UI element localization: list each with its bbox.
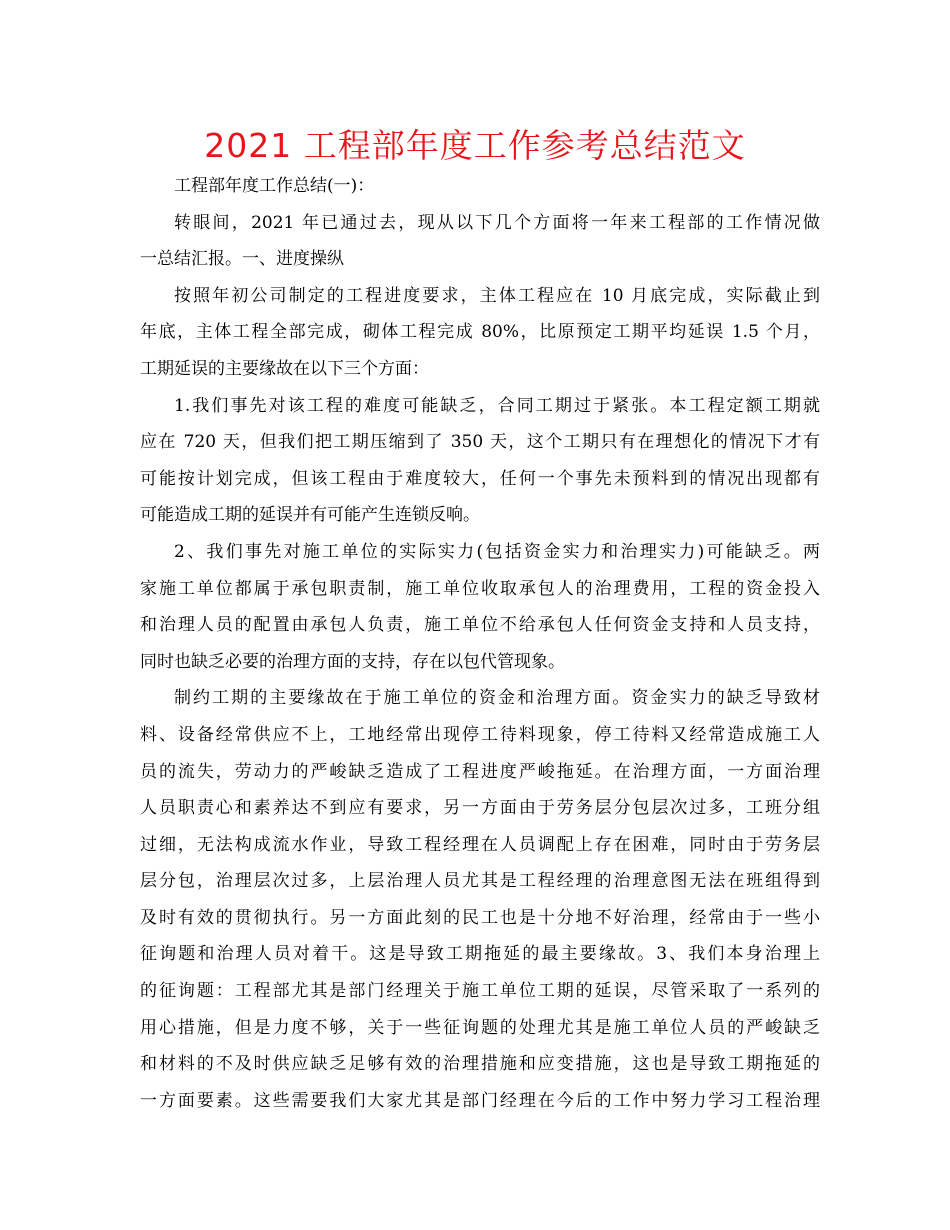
paragraph-line: 2、我们事先对施工单位的实际实力(包括资金实力和治理实力)可能缺乏。两 [174, 541, 820, 562]
paragraph-line: 和治理人员的配置由承包人负责，施工单位不给承包人任何资金支持和人员支持， [140, 615, 820, 636]
paragraph-line: 层分包，治理层次过多，上层治理人员尤其是工程经理的治理意图无法在班组得到 [140, 871, 820, 892]
paragraph-line: 一方面要素。这些需要我们大家尤其是部门经理在今后的工作中努力学习工程治理 [140, 1090, 820, 1111]
paragraph-line: 应在 720 天，但我们把工期压缩到了 350 天，这个工期只有在理想化的情况下才有 [140, 432, 820, 453]
paragraph-line: 转眼间，2021 年已通过去，现从以下几个方面将一年来工程部的工作情况做 [174, 212, 820, 233]
paragraph-line: 的征询题：工程部尤其是部门经理关于施工单位工期的延误，尽管采取了一系列的 [140, 981, 820, 1002]
paragraph-line: 按照年初公司制定的工程进度要求，主体工程应在 10 月底完成，实际截止到 [174, 285, 820, 306]
paragraph-line: 1.我们事先对该工程的难度可能缺乏，合同工期过于紧张。本工程定额工期就 [174, 395, 820, 416]
paragraph-line: 过细，无法构成流水作业，导致工程经理在人员调配上存在困难，同时由于劳务层 [140, 834, 820, 855]
paragraph-line: 料、设备经常供应不上，工地经常出现停工待料现象，停工待料又经常造成施工人 [140, 724, 820, 745]
document-body [140, 168, 820, 1119]
section-heading: 工程部年度工作总结(一)： [174, 176, 375, 196]
paragraph-line: 可能造成工期的延误并有可能产生连锁反响。 [140, 505, 480, 526]
paragraph-line: 可能按计划完成，但该工程由于难度较大，任何一个事先未预料到的情况出现都有 [140, 468, 820, 489]
paragraph-line: 家施工单位都属于承包职责制，施工单位收取承包人的治理费用，工程的资金投入 [140, 578, 820, 599]
paragraph-line: 员的流失，劳动力的严峻缺乏造成了工程进度严峻拖延。在治理方面，一方面治理 [140, 761, 820, 782]
paragraph-line: 人员职责心和素养达不到应有要求，另一方面由于劳务层分包层次过多，工班分组 [140, 798, 820, 819]
paragraph-line: 年底，主体工程全部完成，砌体工程完成 80%，比原预定工期平均延误 1.5 个月， [140, 322, 820, 343]
paragraph-line: 同时也缺乏必要的治理方面的支持，存在以包代管现象。 [140, 651, 565, 672]
paragraph-line: 征询题和治理人员对着干。这是导致工期拖延的最主要缘故。3、我们本身治理上 [140, 944, 820, 965]
paragraph-line: 工期延误的主要缘故在以下三个方面： [140, 358, 429, 379]
paragraph-line: 用心措施，但是力度不够，关于一些征询题的处理尤其是施工单位人员的严峻缺乏 [140, 1017, 820, 1038]
document-title: 2021 工程部年度工作参考总结范文 [204, 126, 746, 165]
paragraph-line: 一总结汇报。一、进度操纵 [140, 249, 344, 270]
paragraph-line: 制约工期的主要缘故在于施工单位的资金和治理方面。资金实力的缺乏导致材 [174, 688, 820, 709]
paragraph-line: 及时有效的贯彻执行。另一方面此刻的民工也是十分地不好治理，经常由于一些小 [140, 907, 820, 928]
paragraph-line: 和材料的不及时供应缺乏足够有效的治理措施和应变措施，这也是导致工期拖延的 [140, 1054, 820, 1075]
